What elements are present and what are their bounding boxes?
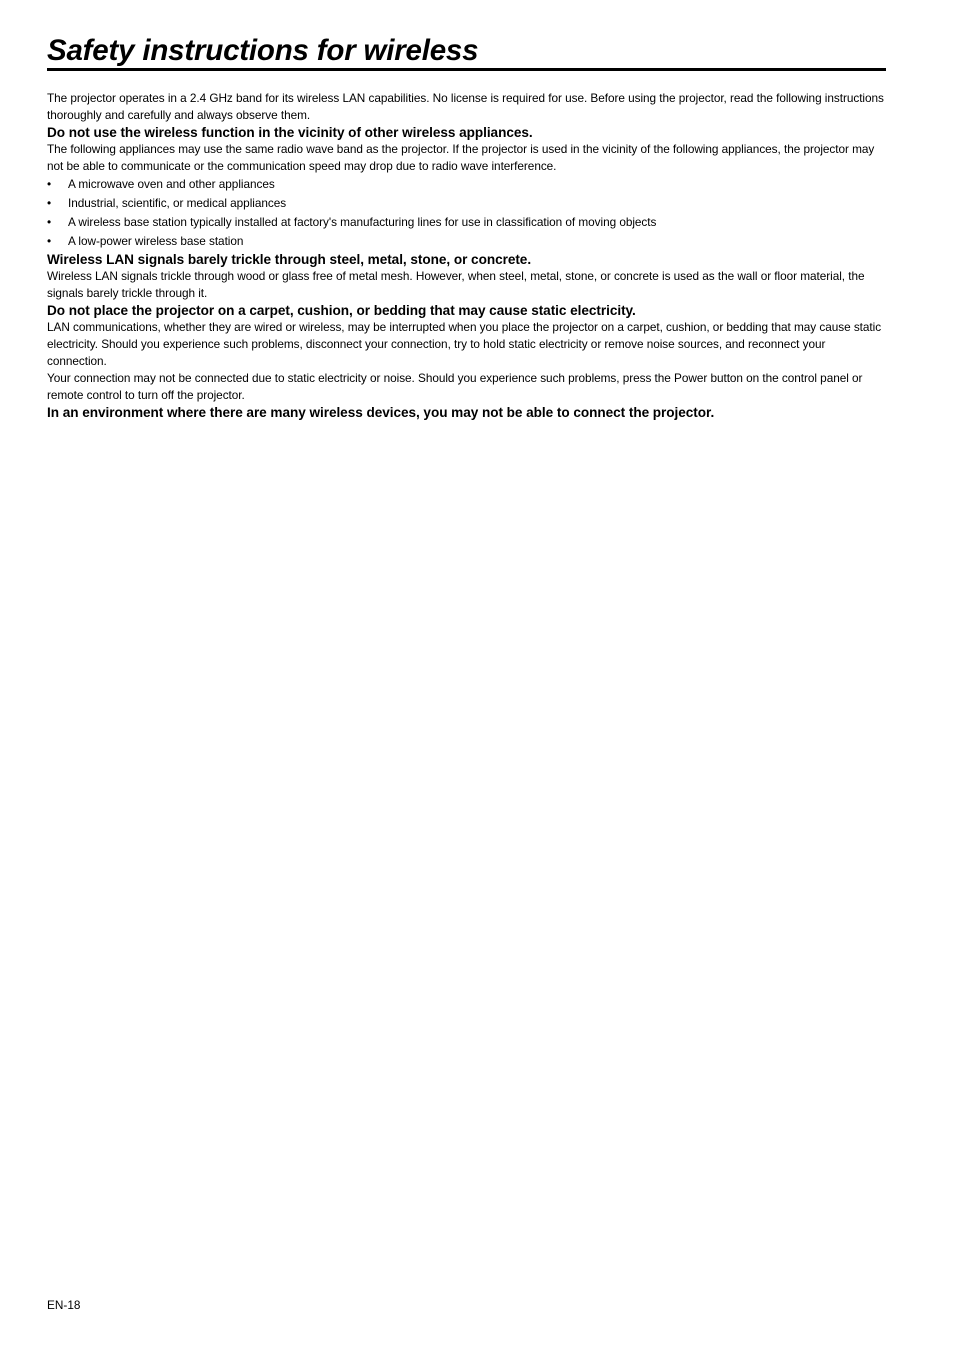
list-item-text: A microwave oven and other appliances — [68, 177, 275, 191]
section-many-devices — [47, 404, 886, 421]
appliance-list — [47, 175, 886, 251]
section-heading: Do not use the wireless function in the vicinity of other wireless appliances. — [47, 125, 533, 140]
list-item — [47, 175, 886, 194]
bullet-icon: • — [47, 177, 52, 191]
list-item — [47, 213, 886, 232]
section-signal-penetration — [47, 251, 886, 302]
bullet-icon: • — [47, 196, 52, 210]
title-underline-rule — [47, 68, 886, 71]
list-item-text: Industrial, scientific, or medical appliances — [68, 196, 287, 210]
bullet-icon: • — [47, 234, 52, 248]
bullet-icon: • — [47, 215, 52, 229]
list-item-text: A wireless base station typically installed at factory's manufacturing lines for use in classification of moving objects — [68, 215, 657, 229]
list-item — [47, 232, 886, 251]
section-static-electricity — [47, 302, 886, 404]
intro-paragraph: The projector operates in a 2.4 GHz band for its wireless LAN capabilities. No license is required for use. Before using the projector, read the following instructions thoroughly and carefully and always observe them. — [47, 91, 884, 122]
list-item — [47, 194, 886, 213]
section-heading: Do not place the projector on a carpet, cushion, or bedding that may cause static electricity. — [47, 303, 636, 318]
document-content — [47, 90, 886, 421]
page-number: EN-18 — [47, 1298, 81, 1312]
section-paragraph: The following appliances may use the same radio wave band as the projector. If the projector is used in the vicinity of the following appliances, the projector may not be able to communicate or the communication speed may drop due to radio wave interference. — [47, 142, 875, 173]
section-heading: In an environment where there are many wireless devices, you may not be able to connect the projector. — [47, 405, 715, 420]
page-title: Safety instructions for wireless — [47, 34, 479, 67]
list-item-text: A low-power wireless base station — [68, 234, 244, 248]
section-paragraph: Your connection may not be connected due to static electricity or noise. Should you experience such problems, press the Power button on the control panel or remote control to turn off the projector. — [47, 371, 863, 402]
section-heading: Wireless LAN signals barely trickle through steel, metal, stone, or concrete. — [47, 252, 532, 267]
section-wireless-appliances — [47, 124, 886, 251]
section-paragraph: Wireless LAN signals trickle through wood or glass free of metal mesh. However, when steel, metal, stone, or concrete is used as the wall or floor material, the signals barely trickle through it. — [47, 269, 865, 300]
section-paragraph: LAN communications, whether they are wired or wireless, may be interrupted when you place the projector on a carpet, cushion, or bedding that may cause static electricity. Should you experience such problems, disconnect your connection, try to hold static electricity or remove noise sources, and reconnect your connection. — [47, 320, 882, 368]
